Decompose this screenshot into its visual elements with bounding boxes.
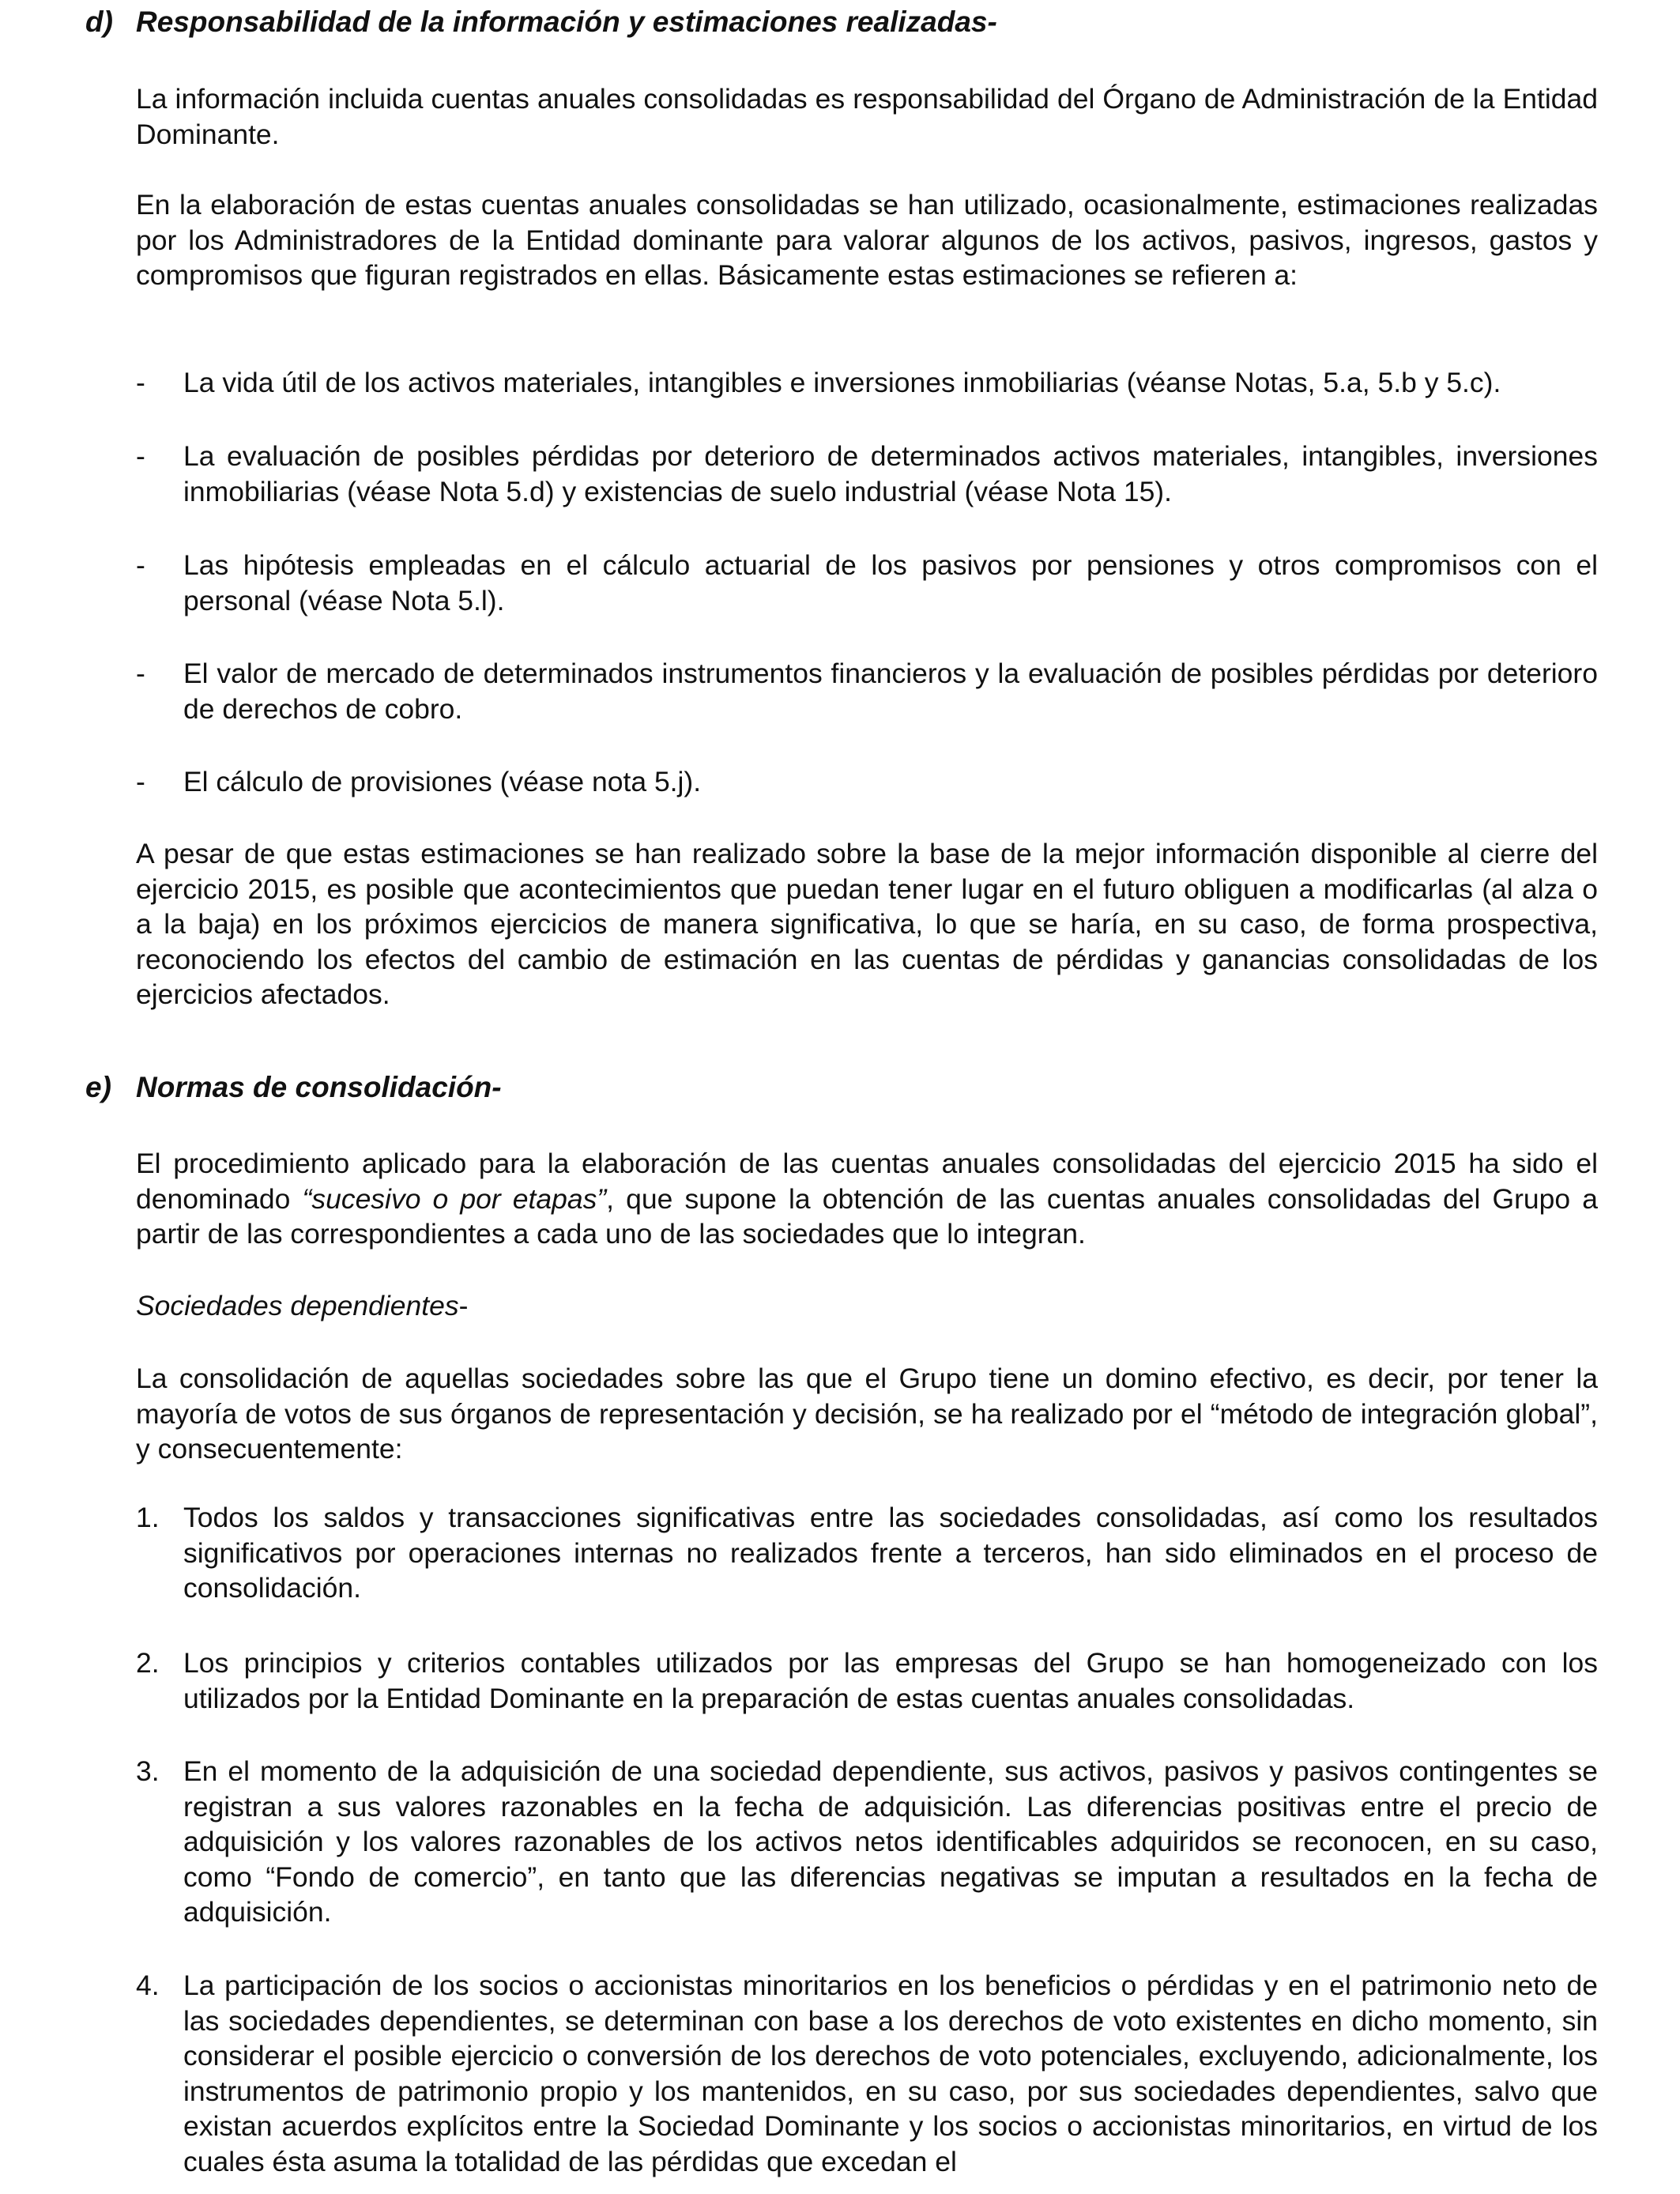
section-d-title: Responsabilidad de la información y estimaciones realizadas- (136, 6, 997, 38)
paragraph-text: , que supone la obtención de las cuentas anuales consolidadas del Grupo a partir de las correspondientes a cada uno de las sociedades que lo integran. (136, 1182, 1598, 1250)
section-d-paragraph-2: En la elaboración de estas cuentas anuales consolidadas se han utilizado, ocasionalmente, estimaciones realizadas por los Administradores de la Entidad dominante para valorar algunos de los activos, pasivos, ingresos, gastos y compromisos que figuran registrados en ellas. Básicamente estas estimaciones se refieren a: (136, 189, 1598, 291)
section-d-heading (85, 5, 997, 40)
bullet-text: La evaluación de posibles pérdidas por deterioro de determinados activos materiales, intangibles, inversiones inmobiliarias (véase Nota 5.d) y existencias de suelo industrial (véase Nota 15). (183, 440, 1598, 507)
numbered-item (136, 1968, 1598, 2179)
bullet-text: El valor de mercado de determinados instrumentos financieros y la evaluación de posibles pérdidas por deterioro de derechos de cobro. (183, 658, 1598, 725)
bullet-marker: - (136, 367, 145, 398)
bullet-marker: - (136, 549, 145, 581)
item-number: 4. (136, 1970, 160, 2001)
bullet-item (136, 439, 1598, 509)
section-d-paragraph-1: La información incluida cuentas anuales consolidadas es responsabilidad del Órgano de Administración de la Entidad Dominante. (136, 83, 1598, 150)
subsection-title: Sociedades dependientes (136, 1290, 459, 1321)
section-e-letter: e) (85, 1071, 111, 1103)
item-text: Todos los saldos y transacciones significativas entre las sociedades consolidadas, así como los resultados significativos por operaciones internas no realizados frente a terceros, han sido eliminados en el proceso de consolidación. (183, 1502, 1598, 1604)
section-d-paragraph-3: A pesar de que estas estimaciones se han realizado sobre la base de la mejor información disponible al cierre del ejercicio 2015, es posible que acontecimientos que puedan tener lugar en el futuro obliguen a modificarlas (al alza o a la baja) en los próximos ejercicios de manera significativa, lo que se haría, en su caso, de forma prospectiva, reconociendo los efectos del cambio de estimación en las cuentas de pérdidas y ganancias consolidadas de los ejercicios afectados. (136, 838, 1598, 1010)
item-text: La participación de los socios o accionistas minoritarios en los beneficios o pérdidas y en el patrimonio neto de las sociedades dependientes, se determinan con base a los derechos de voto existentes en dicho momento, sin considerar el posible ejercicio o conversión de los derechos de voto potenciales, excluyendo, adicionalmente, los instrumentos de patrimonio propio y los mantenidos, en su caso, por sus sociedades dependientes, salvo que existan acuerdos explícitos entre la Sociedad Dominante y los socios o accionistas minoritarios, en virtud de los cuales ésta asuma la totalidad de las pérdidas que excedan el (183, 1970, 1598, 2177)
bullet-text: El cálculo de provisiones (véase nota 5.j). (183, 766, 702, 797)
bullet-item (136, 548, 1598, 618)
section-e-paragraph-1 (136, 1146, 1598, 1252)
bullet-marker: - (136, 658, 145, 689)
bullet-text: La vida útil de los activos materiales, intangibles e inversiones inmobiliarias (véanse Notas, 5.a, 5.b y 5.c). (183, 367, 1501, 398)
bullet-text: Las hipótesis empleadas en el cálculo actuarial de los pasivos por pensiones y otros compromisos con el personal (véase Nota 5.l). (183, 549, 1598, 616)
section-e-paragraph-2: La consolidación de aquellas sociedades sobre las que el Grupo tiene un domino efectivo, es decir, por tener la mayoría de votos de sus órganos de representación y decisión, se ha realizado por el “método de integración global”, y consecuentemente: (136, 1363, 1598, 1465)
paragraph-text: El procedimiento aplicado para la elaboración de las cuentas anuales consolidadas del ejercicio 2015 ha sido el denominado (136, 1148, 1598, 1215)
numbered-item (136, 1500, 1598, 1606)
bullet-item (136, 764, 1598, 800)
item-number: 3. (136, 1755, 160, 1787)
item-text: Los principios y criterios contables utilizados por las empresas del Grupo se han homogeneizado con los utilizados por la Entidad Dominante en la preparación de estas cuentas anuales consolidadas. (183, 1647, 1598, 1714)
bullet-marker: - (136, 440, 145, 472)
bullet-item (136, 656, 1598, 726)
numbered-item (136, 1646, 1598, 1716)
subsection-heading (136, 1288, 468, 1324)
section-e-title: Normas de consolidación- (136, 1071, 502, 1103)
italic-quote: “sucesivo o por etapas” (302, 1182, 607, 1215)
item-number: 1. (136, 1502, 160, 1533)
item-number: 2. (136, 1647, 160, 1679)
section-d-letter: d) (85, 6, 113, 38)
bullet-marker: - (136, 766, 145, 797)
numbered-item (136, 1754, 1598, 1930)
section-e-heading (85, 1070, 502, 1105)
subsection-suffix: - (458, 1290, 469, 1321)
item-text: En el momento de la adquisición de una sociedad dependiente, sus activos, pasivos y pasivos contingentes se registran a sus valores razonables en la fecha de adquisición. Las diferencias positivas entre el precio de adquisición y los valores razonables de los activos netos identificables adquiridos se reconocen, en su caso, como “Fondo de comercio”, en tanto que las diferencias negativas se imputan a resultados en la fecha de adquisición. (183, 1755, 1598, 1928)
bullet-item (136, 365, 1598, 401)
